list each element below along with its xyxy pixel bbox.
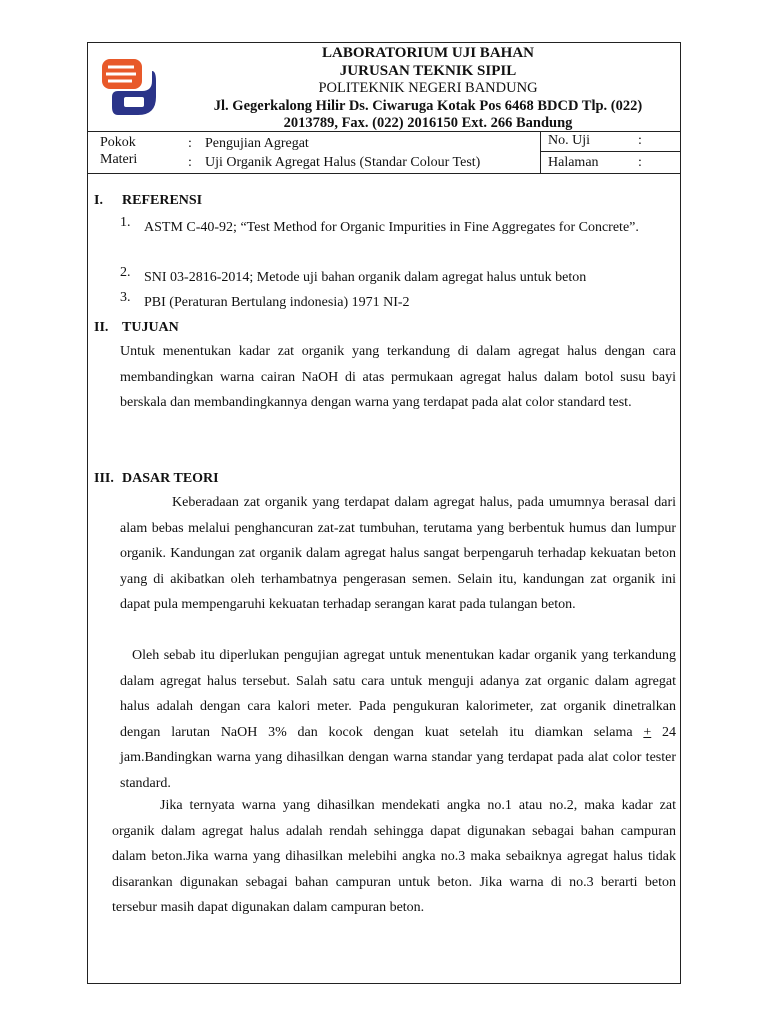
lab-name: LABORATORIUM UJI BAHAN	[322, 45, 534, 61]
subject-label: Pokok Materi	[100, 135, 138, 167]
test-number-colon: :	[638, 133, 642, 148]
objective-paragraph: Untuk menentukan kadar zat organik yang terkandung di dalam agregat halus dengan cara membandingkan warna cairan NaOH di atas permukaan agregat halus dalam botol susu bayi berskala dan membandingkannya dengan warna yang terdapat pada alat color standard test.	[120, 344, 676, 410]
table-divider	[540, 131, 541, 173]
polban-logo	[98, 57, 158, 117]
page-label: Halaman	[548, 155, 599, 170]
table-divider	[540, 151, 680, 152]
plus-minus-sign: +	[643, 724, 652, 740]
theory-paragraph: Keberadaan zat organik yang terdapat dalam agregat halus, pada umumnya berasal dari alam bebas melalui penghancuran zat-zat tumbuhan, terutama yang berbentuk humus dan lumpur organik. Kandungan zat organik dalam agregat halus sangat berpengaruh terhadap kekuatan beton yang di akibatkan oleh terhambatnya pengerasan semen. Selain itu, kandungan zat organik ini dapat pula mempengaruhi kekuatan terhadap serangan karat pada tulangan beton.	[120, 495, 676, 612]
letterhead	[88, 43, 680, 132]
subject-value-1: Pengujian Agregat	[205, 136, 309, 151]
institution-name: POLITEKNIK NEGERI BANDUNG	[318, 80, 538, 96]
subject-table	[88, 131, 680, 174]
document-frame: LABORATORIUM UJI BAHAN JURUSAN TEKNIK SIPIL POLITEKNIK NEGERI BANDUNG Jl. Gegerkalong Hilir Ds. Ciwaruga Kotak Pos 6468 BDCD Tlp. (022) 2013789, Fax. (022) 2016150 Ext. 266 Bandung Pokok Materi : : Pengujian Agregat Uji Organik Agregat Halus (Standar Colour Test) No. Uji : Halaman : I. REFERENSI 1. ASTM C-40-92; “Test Method for Organic Impurities in Fine Aggregates for Concrete”. 2. SNI 03-2816-2014; Metode uji bahan organik dalam agregat halus untuk beton 3. PBI (Peraturan Bertulang indonesia) 1971 NI-2 II. TUJUAN Untuk menentukan kadar zat organik yang terkandung di dalam agregat halus dengan cara membandingkan warna cairan NaOH di atas permukaan agregat halus dalam botol susu bayi berskala dan membandingkannya dengan warna yang terdapat pada alat color standard test. III. DASAR TEORI Keberadaan zat organik yang terdapat dalam agregat halus, pada umumnya berasal dari alam bebas melalui penghancuran zat-zat tumbuhan, terutama yang berbentuk humus dan lumpur organik. Kandungan zat organik dalam agregat halus sangat berpengaruh terhadap kekuatan beton yang di akibatkan oleh terhambatnya pengerasan semen. Selain itu, kandungan zat organik ini dapat pula mempengaruhi kekuatan terhadap serangan karat pada tulangan beton. Oleh sebab itu diperlukan pengujian agregat untuk menentukan kadar organik yang terkandung dalam agregat halus tersebut. Salah satu cara untuk menguji adanya zat organic dalam agregat halus adalah dengan cara kalori meter. Pada pengukuran kalorimeter, zat organik dinetralkan dengan larutan NaOH 3% dan kocok dengan kuat setelah itu diamkan selama + 24 jam.Bandingkan warna yang dihasilkan dengan warna standar yang terdapat pada alat color tester standard. Jika ternyata warna yang dihasilkan mendekati angka no.1 atau no.2, maka kadar zat organik dalam agregat halus adalah rendah sehingga dapat digunakan sebagai bahan campuran dalam beton.Jika warna yang dihasilkan melebihi angka no.3 maka sebaiknya agregat halus tidak disarankan digunakan sebagai bahan campuran untuk beton. Jika warna di no.3 berarti beton tersebur masih dapat digunakan dalam campuran beton.	[87, 42, 681, 984]
theory-paragraph: Oleh sebab itu diperlukan pengujian agregat untuk menentukan kadar organik yang terkandung dalam agregat halus tersebut. Salah satu cara untuk menguji adanya zat organic dalam agregat halus adalah dengan cara kalori meter. Pada pengukuran kalorimeter, zat organik dinetralkan dengan larutan NaOH 3% dan kocok dengan kuat setelah itu diamkan selama + 24 jam.Bandingkan warna yang dihasilkan dengan warna standar yang terdapat pada alat color tester standard.	[120, 648, 677, 791]
test-number-label: No. Uji	[548, 133, 590, 148]
subject-colons: : :	[188, 136, 192, 170]
page-colon: :	[638, 155, 642, 170]
theory-paragraph: Jika ternyata warna yang dihasilkan mendekati angka no.1 atau no.2, maka kadar zat organik dalam agregat halus adalah rendah sehingga dapat digunakan sebagai bahan campuran dalam beton.Jika warna yang dihasilkan melebihi angka no.3 maka sebaiknya agregat halus tidak disarankan digunakan sebagai bahan campuran untuk beton. Jika warna di no.3 berarti beton tersebur masih dapat digunakan dalam campuran beton.	[112, 798, 676, 915]
address-line-1: Jl. Gegerkalong Hilir Ds. Ciwaruga Kotak Pos 6468 BDCD Tlp. (022)	[213, 97, 643, 114]
subject-value-2: Uji Organik Agregat Halus (Standar Colour Test)	[205, 155, 481, 170]
department-name: JURUSAN TEKNIK SIPIL	[339, 62, 517, 79]
subject-values	[205, 134, 480, 172]
letterhead-text	[180, 45, 676, 133]
address-line-2: 2013789, Fax. (022) 2016150 Ext. 266 Bandung	[283, 115, 573, 131]
